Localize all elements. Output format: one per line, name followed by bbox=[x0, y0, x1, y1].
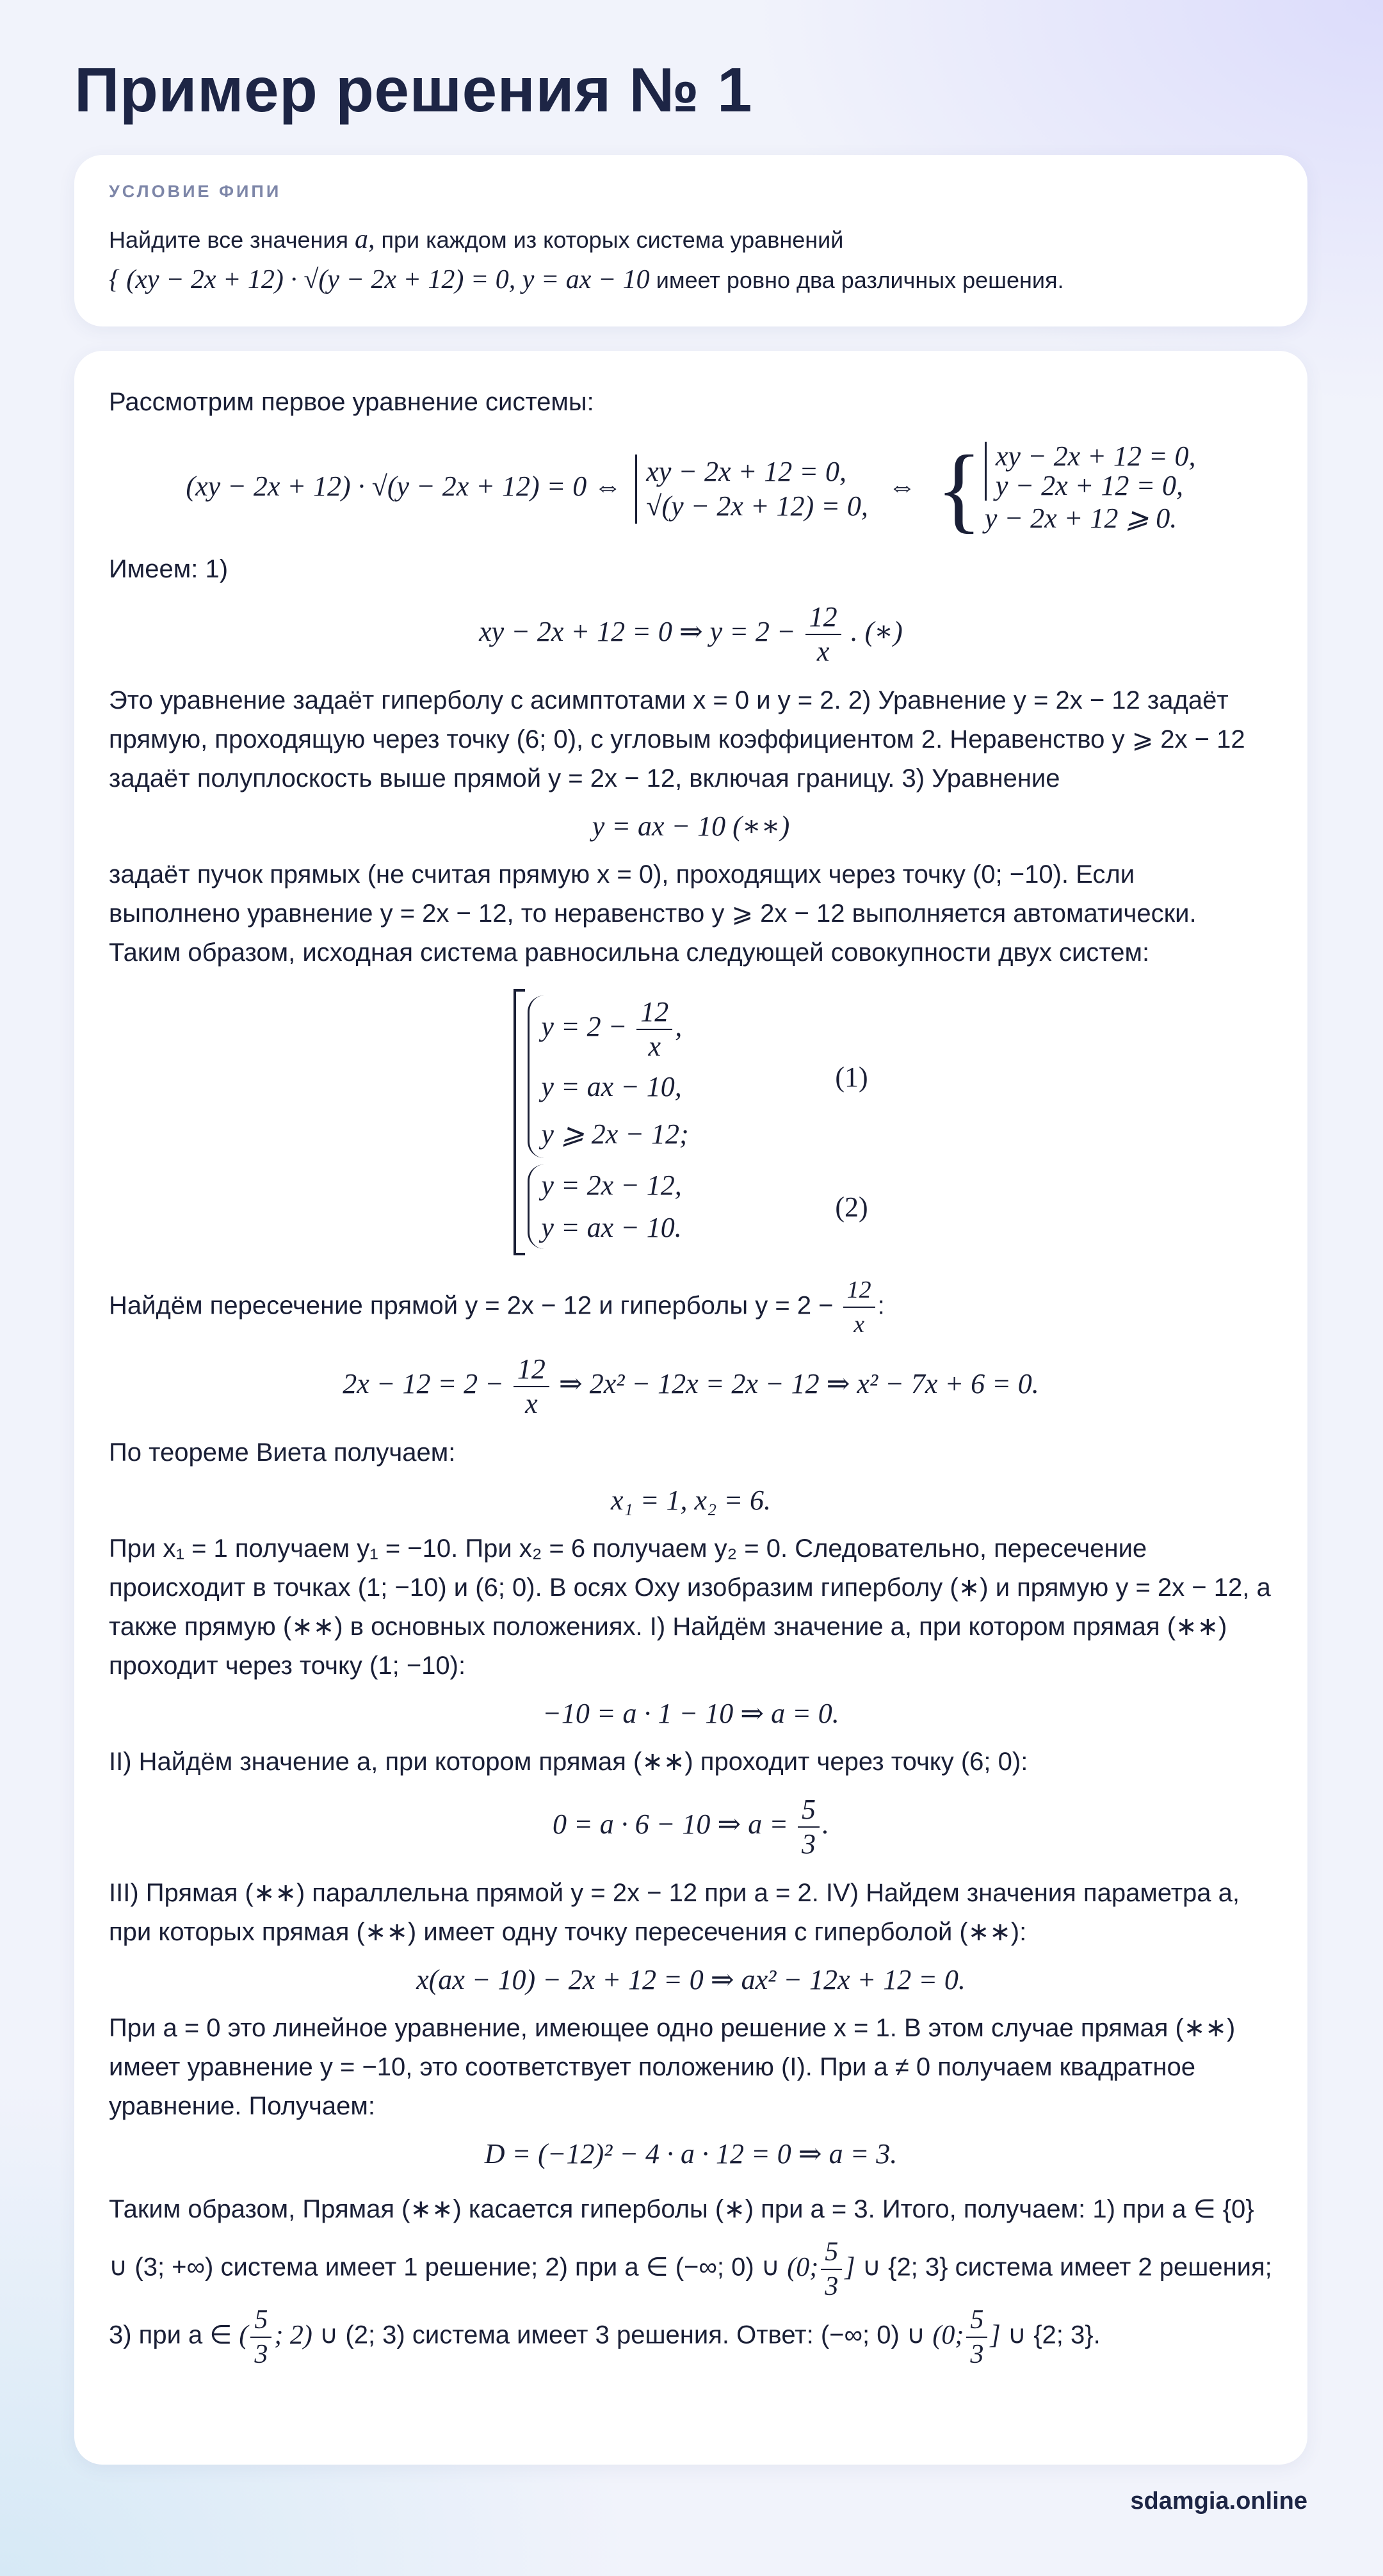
solution-paragraph: III) Прямая (∗∗) параллельна прямой y = 2x − 12 при a = 2. IV) Найдем значения параметра a, при которых прямая (∗∗) имеет одну точку пересечения с гиперболой (∗∗): bbox=[109, 1879, 1240, 1946]
equation-5: x₁ = 1, x₂ = 6. bbox=[610, 1485, 772, 1516]
equation-8: x(ax − 10) − 2x + 12 = 0 ⇒ ax² − 12x + 12 = 0. bbox=[416, 1964, 966, 1995]
solution-paragraph: Рассмотрим первое уравнение системы: bbox=[109, 388, 594, 416]
set-line: xy − 2x + 12 = 0, bbox=[646, 456, 846, 487]
condition-text bbox=[109, 220, 1273, 300]
equation-1 bbox=[109, 436, 1273, 542]
solution-paragraph: Найдём пересечение прямой y = 2x − 12 и гиперболы y = 2 − $\frac{12}{x}$ : bbox=[109, 1273, 1273, 1341]
solution-paragraph: При a = 0 это линейное уравнение, имеющее одно решение x = 1. В этом случае прямая (∗∗) имеет уравнение y = −10, это соответствует положению (I). При a ≠ 0 получаем квадратное уравнение. Получаем: bbox=[109, 2014, 1236, 2120]
equation-1-set bbox=[635, 455, 868, 524]
solution-paragraph: Это уравнение задаёт гиперболу с асимптотами x = 0 и y = 2. 2) Уравнение y = 2x − 12 задаёт прямую, проходящую через точку (6; 0), с угловым коэффициентом 2. Неравенство y ⩾ 2x − 12 задаёт полуплоскость выше прямой y = 2x − 12, включая границу. 3) Уравнение bbox=[109, 686, 1245, 793]
condition-label: УСЛОВИЕ ФИПИ bbox=[109, 182, 282, 201]
system-tag: (1) bbox=[835, 1061, 868, 1093]
equiv-arrow: ⇔ bbox=[887, 471, 916, 503]
system-set: y = 2 − $\frac{12}{x}$ , y = ax − 10, y ⩾ 2x − 12; (1) y = 2x − 12, y = ax − 10. (2) bbox=[109, 989, 1273, 1255]
solution-paragraph: Имеем: 1) bbox=[109, 555, 229, 583]
answer-paragraph: Таким образом, Прямая (∗∗) касается гиперболы (∗) при a = 3. Итого, получаем: 1) при a ∈ {0} ∪ (3; +∞) система имеет 1 решение; 2) при a ∈ (−∞; 0) ∪ (0; $\frac{5}{3}$ ] ∪ {2; 3} система имеет 2 решения; 3) при a ∈ ( $\frac{5}{3}$ ; 2) ∪ (2; 3) система имеет 3 решения. Ответ: (−∞; 0) ∪ (0; $\frac{5}{3}$ ] ∪ {2; 3}. bbox=[109, 2195, 1272, 2369]
system-line: xy − 2x + 12 = 0, bbox=[995, 440, 1196, 472]
condition-card bbox=[74, 155, 1307, 326]
condition-var: a, bbox=[355, 225, 375, 254]
equation-4: 2x − 12 = 2 − $\frac{12}{x}$ ⇒ 2x² − 12x = 2x − 12 ⇒ x² − 7x + 6 = 0. bbox=[343, 1353, 1039, 1419]
system-line: y − 2x + 12 ⩾ 0. bbox=[984, 503, 1177, 534]
condition-line1-rest: при каждом из которых система уравнений bbox=[381, 227, 844, 253]
equation-3: y = ax − 10 (∗∗) bbox=[592, 810, 790, 842]
equation-6: −10 = a · 1 − 10 ⇒ a = 0. bbox=[542, 1698, 839, 1729]
equation-1-system: { xy − 2x + 12 = 0, y − 2x + 12 = 0, y − 2x + 12 ⩾ 0. bbox=[935, 436, 1196, 542]
site-footer-brand: sdamgia.online bbox=[1130, 2488, 1307, 2515]
condition-system: { (xy − 2x + 12) · √(y − 2x + 12) = 0, y = ax − 10 bbox=[109, 265, 650, 294]
solution-card bbox=[74, 351, 1307, 2465]
solution-paragraph: По теореме Виета получаем: bbox=[109, 1438, 456, 1467]
equation-7: 0 = a · 6 − 10 ⇒ a = $\frac{5}{3}$ . bbox=[553, 1794, 829, 1860]
condition-line1: Найдите все значения bbox=[109, 227, 348, 253]
system-line: y − 2x + 12 = 0, bbox=[995, 470, 1184, 501]
solution-paragraph: При x₁ = 1 получаем y₁ = −10. При x₂ = 6 получаем y₂ = 0. Следовательно, пересечение происходит в точках (1; −10) и (6; 0). В осях Oxy изобразим гиперболу (∗) и прямую y = 2x − 12, а также прямую (∗∗) в основных положениях. I) Найдём значение a, при котором прямая (∗∗) проходит через точку (1; −10): bbox=[109, 1534, 1271, 1680]
system-tag: (2) bbox=[835, 1191, 868, 1223]
equation-9: D = (−12)² − 4 · a · 12 = 0 ⇒ a = 3. bbox=[484, 2138, 898, 2169]
page-title: Пример решения № 1 bbox=[74, 54, 753, 125]
solution-paragraph: II) Найдём значение a, при котором прямая (∗∗) проходит через точку (6; 0): bbox=[109, 1748, 1028, 1776]
solution-paragraph: задаёт пучок прямых (не считая прямую x = 0), проходящих через точку (0; −10). Если выполнено уравнение y = 2x − 12, то неравенство y ⩾ 2x − 12 выполняется автоматически. Таким образом, исходная система равносильна следующей совокупности двух систем: bbox=[109, 860, 1197, 967]
set-line: √(y − 2x + 12) = 0, bbox=[646, 490, 868, 522]
condition-line2-rest: имеет ровно два различных решения. bbox=[656, 267, 1064, 293]
equation-1-left: (xy − 2x + 12) · √(y − 2x + 12) = 0 ⇔ bbox=[186, 471, 622, 503]
equation-2: xy − 2x + 12 = 0 ⇒ y = 2 − $\frac{12}{x}$ . (∗) bbox=[479, 601, 903, 667]
